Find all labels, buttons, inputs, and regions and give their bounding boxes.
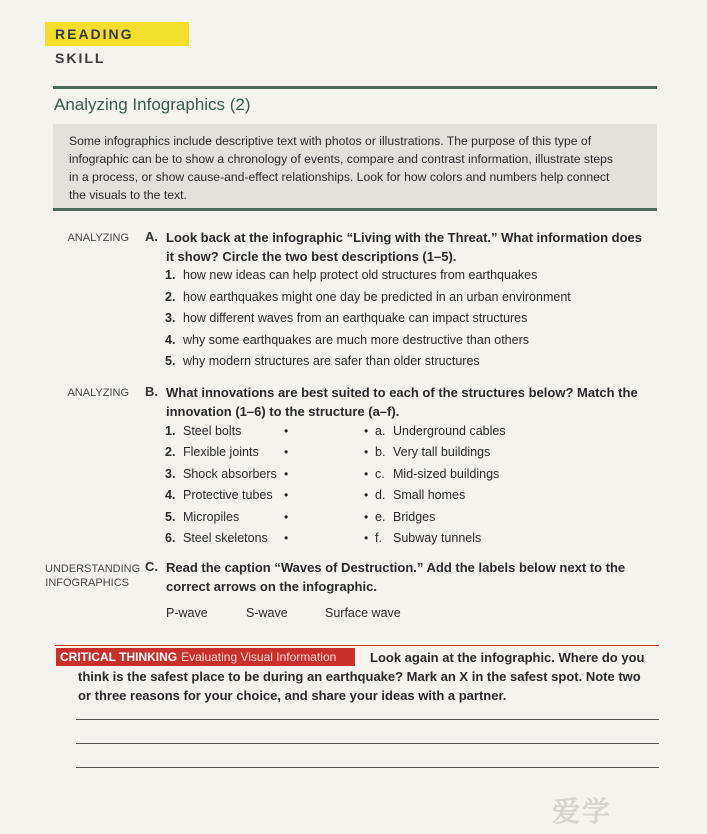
item-text: why modern structures are safer than older structures (183, 354, 480, 368)
item-text: Steel bolts (183, 424, 242, 438)
list-item[interactable] (165, 268, 537, 282)
item-text: why some earthquakes are much more destructive than others (183, 333, 530, 347)
section-c-question (166, 558, 656, 596)
section-c-label-line: UNDERSTANDING (45, 563, 141, 575)
item-letter: b. (375, 445, 386, 459)
question-line: Look back at the infographic “Living with the Threat.” What information does (166, 230, 642, 245)
answer-line[interactable] (76, 767, 659, 768)
list-item[interactable] (165, 290, 571, 304)
intro-line: the visuals to the text. (69, 188, 187, 202)
item-letter: f. (375, 531, 382, 545)
item-text: Shock absorbers (183, 467, 277, 481)
item-text: Flexible joints (183, 445, 259, 459)
item-text: Small homes (393, 488, 466, 502)
intro-line: Some infographics include descriptive text with photos or illustrations. The purpose of this type of (69, 134, 592, 148)
match-dot-left[interactable]: • (284, 488, 289, 502)
critical-thinking-line: Look again at the infographic. Where do you (370, 650, 645, 665)
critical-thinking-rule (55, 645, 659, 646)
match-dot-right[interactable]: • (364, 488, 369, 502)
match-left-item (165, 510, 239, 524)
item-text: how different waves from an earthquake can impact structures (183, 311, 528, 325)
item-number: 2. (165, 290, 176, 304)
critical-thinking-subtitle: Evaluating Visual Information (181, 650, 337, 664)
wave-label: Surface wave (325, 606, 401, 620)
intro-line: in a process, or show cause-and-effect relationships. Look for how colors and numbers help connect (69, 170, 610, 184)
item-text: how new ideas can help protect old structures from earthquakes (183, 268, 538, 282)
item-number: 5. (165, 354, 176, 368)
item-number: 1. (165, 424, 176, 438)
match-right-item (375, 445, 490, 459)
match-right-item (375, 531, 481, 545)
critical-thinking-title: CRITICAL THINKING (60, 650, 178, 664)
answer-line[interactable] (76, 743, 659, 744)
match-right-item (375, 424, 506, 438)
section-c-label-line: INFOGRAPHICS (45, 577, 129, 589)
answer-line[interactable] (76, 719, 659, 720)
item-text: Protective tubes (183, 488, 273, 502)
item-text: Underground cables (393, 424, 506, 438)
item-number: 1. (165, 268, 176, 282)
question-line: correct arrows on the infographic. (166, 579, 377, 594)
item-number: 4. (165, 333, 176, 347)
match-dot-left[interactable]: • (284, 445, 289, 459)
match-dot-right[interactable]: • (364, 531, 369, 545)
question-line: it show? Circle the two best descriptions (1–5). (166, 249, 457, 264)
match-dot-right[interactable]: • (364, 445, 369, 459)
reading-skill-tag: READING SKILL (45, 22, 189, 46)
match-dot-right[interactable]: • (364, 424, 369, 438)
item-number: 3. (165, 311, 176, 325)
section-b-letter: B. (145, 384, 158, 399)
match-left-item (165, 488, 273, 502)
item-number: 6. (165, 531, 176, 545)
item-number: 5. (165, 510, 176, 524)
item-letter: d. (375, 488, 386, 502)
section-c-letter: C. (145, 559, 158, 574)
item-number: 3. (165, 467, 176, 481)
intro-box (53, 124, 657, 211)
wave-label: P-wave (166, 606, 208, 620)
item-text: Very tall buildings (393, 445, 491, 459)
section-b-label: ANALYZING (67, 387, 129, 399)
match-dot-right[interactable]: • (364, 467, 369, 481)
section-a-label: ANALYZING (67, 232, 129, 244)
list-item[interactable] (165, 354, 480, 368)
match-left-item (165, 467, 277, 481)
match-dot-left[interactable]: • (284, 510, 289, 524)
match-right-item (375, 510, 435, 524)
item-letter: e. (375, 510, 386, 524)
match-dot-left[interactable]: • (284, 467, 289, 481)
section-b-question (166, 383, 656, 421)
match-left-item (165, 445, 259, 459)
match-dot-left[interactable]: • (284, 531, 289, 545)
wave-label: S-wave (246, 606, 288, 620)
match-dot-left[interactable]: • (284, 424, 289, 438)
section-a-question (166, 228, 656, 266)
item-text: Subway tunnels (393, 531, 482, 545)
critical-thinking-line: think is the safest place to be during an earthquake? Mark an X in the safest spot. Note two (78, 669, 641, 684)
page-title: Analyzing Infographics (2) (54, 95, 251, 114)
match-left-item (165, 531, 268, 545)
item-letter: a. (375, 424, 386, 438)
critical-thinking-line: or three reasons for your choice, and share your ideas with a partner. (78, 688, 507, 703)
list-item[interactable] (165, 333, 529, 347)
question-line: What innovations are best suited to each of the structures below? Match the (166, 385, 638, 400)
section-c-label (45, 562, 141, 590)
match-left-item (165, 424, 241, 438)
item-number: 2. (165, 445, 176, 459)
watermark: 爱学 (552, 796, 613, 827)
item-text: Micropiles (183, 510, 240, 524)
item-number: 4. (165, 488, 176, 502)
item-text: Steel skeletons (183, 531, 268, 545)
item-letter: c. (375, 467, 385, 481)
item-text: how earthquakes might one day be predicted in an urban environment (183, 290, 571, 304)
item-text: Mid-sized buildings (393, 467, 500, 481)
question-line: Read the caption “Waves of Destruction.” Add the labels below next to the (166, 560, 626, 575)
heading-rule (53, 86, 657, 89)
question-line: innovation (1–6) to the structure (a–f). (166, 404, 400, 419)
match-right-item (375, 467, 499, 481)
critical-thinking-banner (56, 648, 355, 666)
match-right-item (375, 488, 465, 502)
match-dot-right[interactable]: • (364, 510, 369, 524)
item-text: Bridges (393, 510, 436, 524)
list-item[interactable] (165, 311, 527, 325)
intro-line: infographic can be to show a chronology of events, compare and contrast information, illustrate steps (69, 152, 613, 166)
section-a-letter: A. (145, 229, 158, 244)
